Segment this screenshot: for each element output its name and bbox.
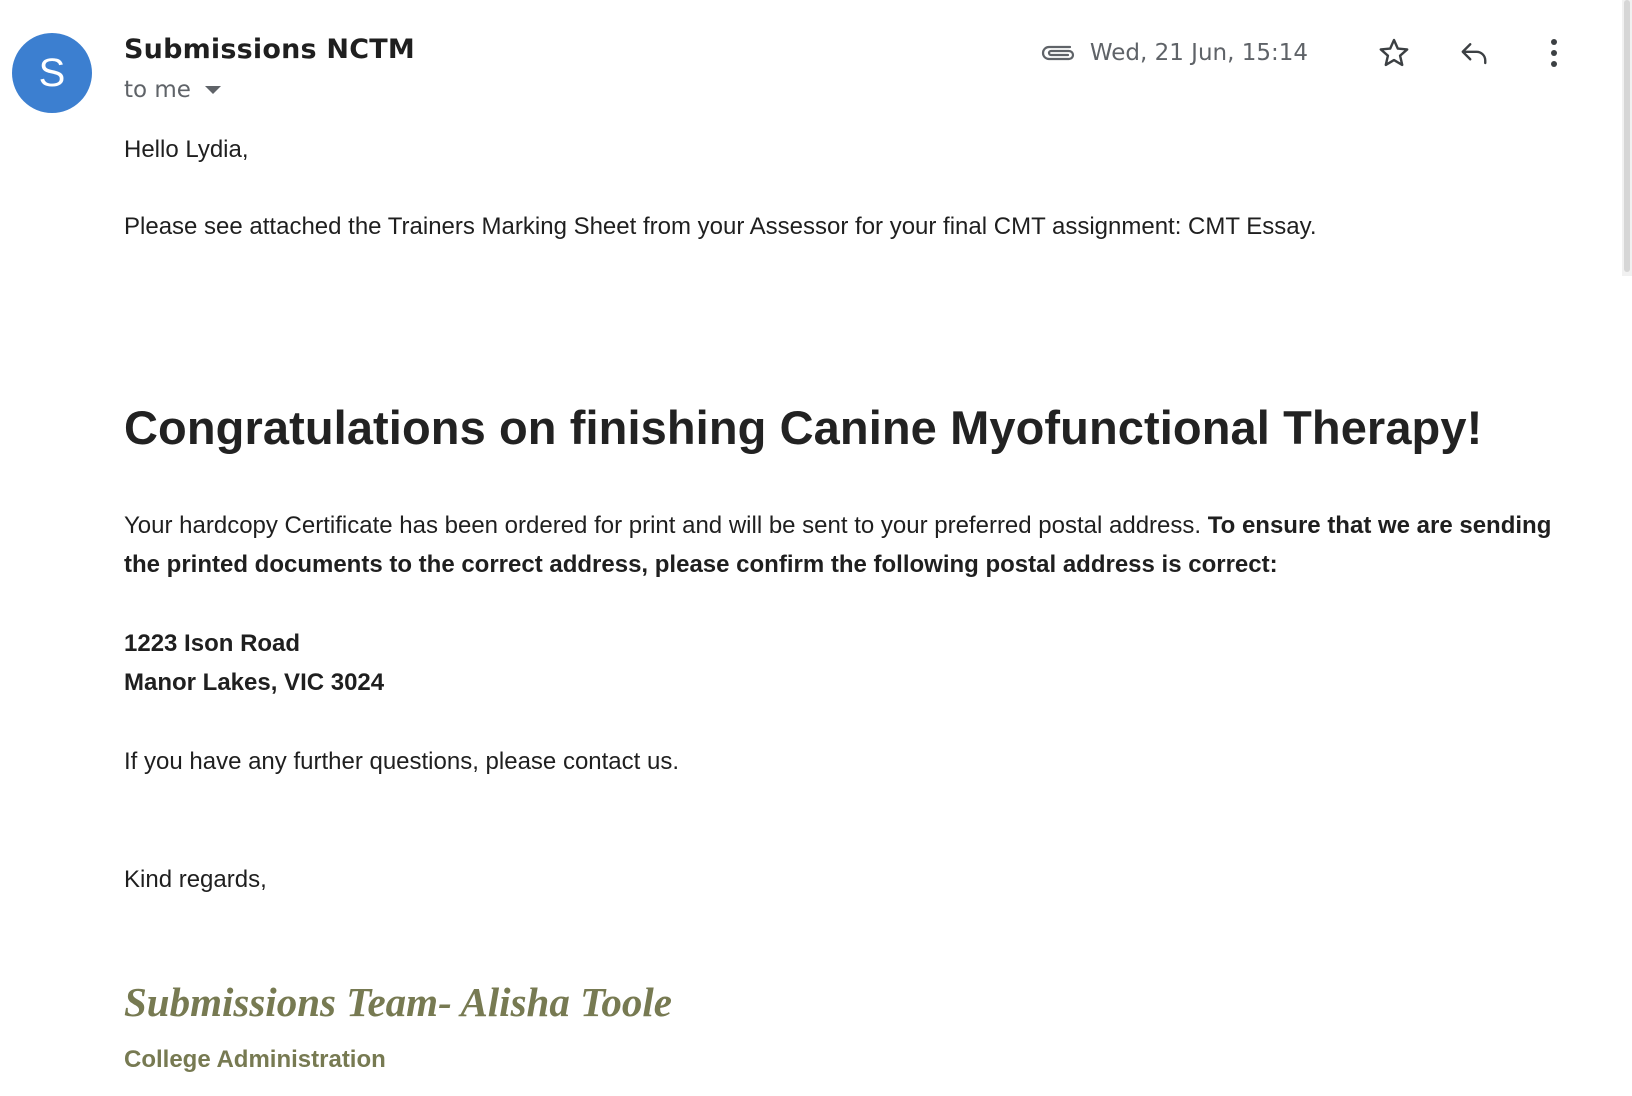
headline: Congratulations on finishing Canine Myofunctional Therapy! xyxy=(124,401,1483,454)
signature-name: Submissions Team- Alisha Toole xyxy=(124,979,672,1025)
scrollbar-thumb[interactable] xyxy=(1624,0,1630,272)
certificate-paragraph xyxy=(124,506,1584,584)
reply-button[interactable] xyxy=(1446,28,1502,78)
sender-name[interactable]: Submissions NCTM xyxy=(124,34,415,65)
sign-off: Kind regards, xyxy=(124,866,267,893)
questions-paragraph: If you have any further questions, please contact us. xyxy=(124,748,679,775)
star-icon xyxy=(1377,36,1411,70)
certificate-text: Your hardcopy Certificate has been ordered for print and will be sent to your preferred postal address. xyxy=(124,512,1202,539)
attachment-icon xyxy=(1040,41,1076,65)
recipient-details-toggle[interactable] xyxy=(124,77,221,103)
greeting: Hello Lydia, xyxy=(124,136,249,163)
message-header-actions xyxy=(1040,28,1582,78)
caret-down-icon xyxy=(205,86,221,94)
message-date: Wed, 21 Jun, 15:14 xyxy=(1089,40,1308,66)
avatar-initial: S xyxy=(38,51,66,95)
address-line-1: 1223 Ison Road xyxy=(124,630,301,657)
postal-address xyxy=(124,624,384,702)
scrollbar[interactable] xyxy=(1622,0,1632,276)
more-options-icon xyxy=(1549,38,1559,68)
reply-icon xyxy=(1457,38,1491,68)
star-button[interactable] xyxy=(1366,28,1422,78)
address-line-2: Manor Lakes, VIC 3024 xyxy=(124,669,385,696)
more-options-button[interactable] xyxy=(1526,28,1582,78)
sender-avatar[interactable] xyxy=(12,33,92,113)
signature-department: College Administration xyxy=(124,1046,386,1073)
intro-paragraph: Please see attached the Trainers Marking Sheet from your Assessor for your final CMT assignment: CMT Essay. xyxy=(124,213,1317,240)
certificate-emphasis: To ensure that we are sending the printed documents to the correct address, please confirm the following postal address is correct: xyxy=(124,512,1552,578)
recipient-label: to me xyxy=(124,77,191,103)
